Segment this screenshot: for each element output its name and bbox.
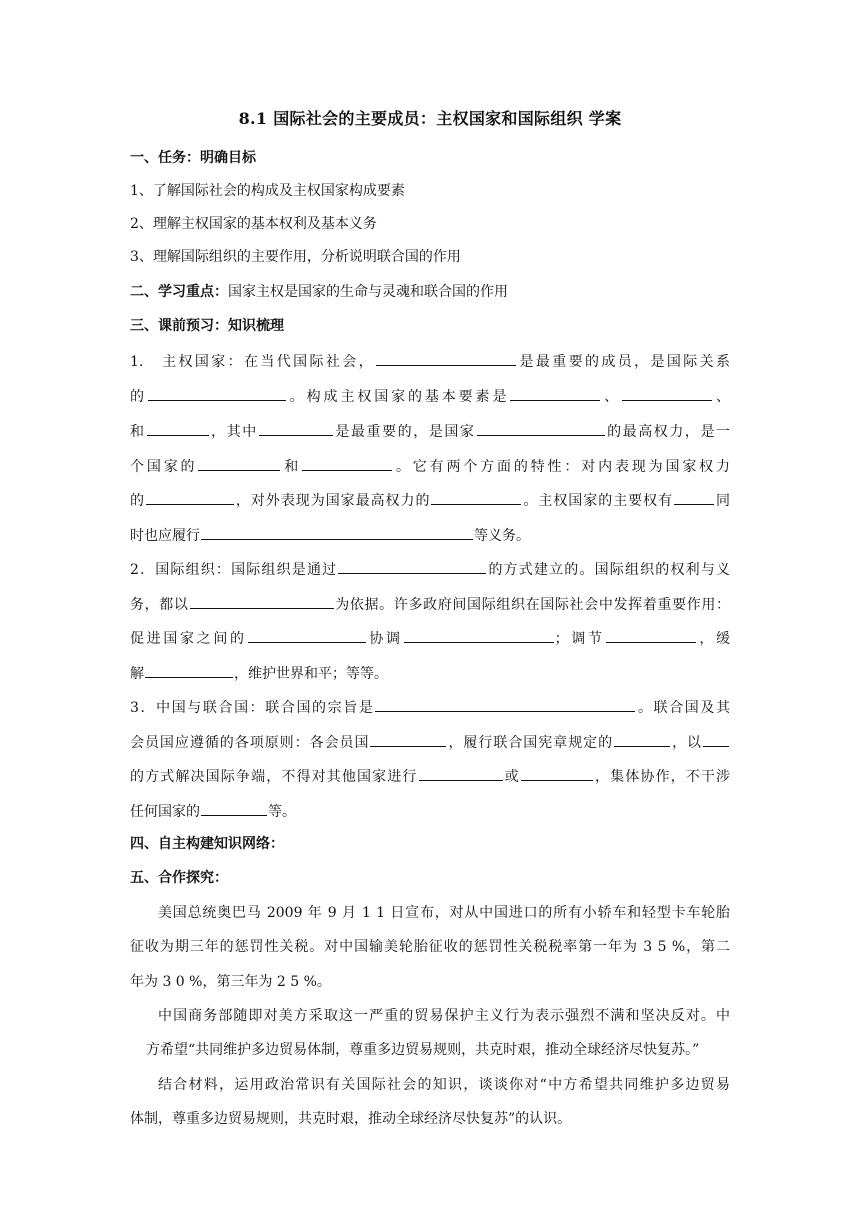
- fill-blank[interactable]: [259, 420, 333, 436]
- text-run: 协调: [366, 631, 403, 647]
- fill-blank[interactable]: [376, 350, 516, 366]
- text-run: 等义务。: [474, 528, 530, 544]
- p3-line: [130, 696, 730, 718]
- text-run: 和: [130, 424, 146, 440]
- material-line: 征收为期三年的惩罚性关税。对中国输美轮胎征收的惩罚性关税税率第一年为 3 5 %，第二: [130, 939, 730, 955]
- fill-blank[interactable]: [370, 731, 446, 747]
- text-run: 的: [130, 389, 147, 405]
- fill-blank[interactable]: [674, 489, 714, 505]
- fill-blank[interactable]: [703, 731, 729, 747]
- text-run: 解: [130, 666, 144, 682]
- p2-line: [130, 627, 730, 649]
- text-run: 任何国家的: [130, 804, 200, 820]
- text-run: 、: [713, 389, 731, 405]
- section-heading-4: 四、自主构建知识网络：: [130, 836, 284, 852]
- text-run: 等。: [268, 804, 296, 820]
- text-run: 3．中国与联合国：联合国的宗旨是: [130, 700, 375, 716]
- fill-blank[interactable]: [147, 420, 209, 436]
- text-run: ，其中: [209, 424, 258, 440]
- text-run: 的方式建立的。国际组织的权利与义: [487, 562, 730, 578]
- p2-line: [130, 593, 730, 615]
- fill-blank[interactable]: [338, 558, 486, 574]
- p3-line: [130, 731, 730, 753]
- text-run: 个国家的: [130, 459, 198, 475]
- text-run: 的方式解决国际争端，不得对其他国家进行: [130, 769, 418, 785]
- fill-blank[interactable]: [198, 455, 280, 471]
- fill-blank[interactable]: [477, 420, 605, 436]
- text-run: 。它有两个方面的特性：对内表现为国家权力: [393, 459, 731, 475]
- section-heading-1: 一、任务：明确目标: [130, 150, 256, 166]
- text-run: 促进国家之间的: [130, 631, 247, 647]
- text-run: 1. 主权国家：在当代国际社会，: [130, 354, 376, 370]
- text-run: 是最重要的成员，是国际关系: [517, 354, 731, 370]
- text-run: ；调节: [554, 631, 605, 647]
- fill-blank[interactable]: [145, 662, 233, 678]
- text-run: 。构成主权国家的基本要素是: [286, 389, 510, 405]
- fill-blank[interactable]: [302, 455, 392, 471]
- p3-line: [130, 800, 730, 822]
- p2-line: [130, 558, 730, 580]
- text-run: 时也应履行: [130, 528, 200, 544]
- text-run: 、: [601, 389, 622, 405]
- p1-line: [130, 420, 730, 442]
- material-line: 美国总统奥巴马 2009 年 9 月 1 1 日宣布，对从中国进口的所有小轿车和轻型卡车轮胎: [158, 905, 730, 921]
- p1-line: [130, 350, 730, 372]
- material-line: 方希望“共同维护多边贸易体制，尊重多边贸易规则，共克时艰，推动全球经济尽快复苏。”: [146, 1042, 700, 1058]
- p1-line: [130, 385, 730, 407]
- fill-blank[interactable]: [146, 489, 234, 505]
- fill-blank[interactable]: [375, 696, 635, 712]
- text-run: ，履行联合国宪章规定的: [447, 735, 614, 751]
- text-run: ，对外表现为国家最高权力的: [234, 493, 431, 509]
- fill-blank[interactable]: [510, 385, 600, 401]
- text-run: 是最重要的，是国家: [333, 424, 476, 440]
- objective-item: 2、理解主权国家的基本权利及基本义务: [130, 216, 377, 232]
- fill-blank[interactable]: [201, 800, 267, 816]
- p1-line: [130, 524, 730, 546]
- material-line: 年为 3 0 %，第三年为 2 5 %。: [130, 974, 331, 990]
- material-line: 中国商务部随即对美方采取这一严重的贸易保护主义行为表示强烈不满和坚决反对。中: [158, 1008, 730, 1024]
- text-run: ，集体协作，不干涉: [593, 769, 731, 785]
- key-points-text: 国家主权是国家的生命与灵魂和联合国的作用: [228, 284, 508, 300]
- objective-item: 1、了解国际社会的构成及主权国家构成要素: [130, 183, 405, 199]
- text-run: 或: [503, 769, 520, 785]
- fill-blank[interactable]: [419, 765, 503, 781]
- fill-blank[interactable]: [606, 627, 696, 643]
- key-points-line: [130, 282, 730, 302]
- text-run: 。主权国家的主要权有: [522, 493, 674, 509]
- text-run: 的最高权力，是一: [605, 424, 731, 440]
- section-heading-2: 二、学习重点：: [130, 284, 228, 300]
- text-run: ，维护世界和平；等等。: [234, 666, 388, 682]
- p2-line: [130, 662, 730, 684]
- text-run: ，以: [671, 735, 703, 751]
- p3-line: [130, 765, 730, 787]
- question-line: 结合材料，运用政治常识有关国际社会的知识，谈谈你对“中方希望共同维护多边贸易: [158, 1077, 730, 1093]
- p1-line: [130, 455, 730, 477]
- text-run: 。联合国及其: [636, 700, 730, 716]
- text-run: 务，都以: [130, 597, 189, 613]
- fill-blank[interactable]: [190, 593, 334, 609]
- fill-blank[interactable]: [521, 765, 593, 781]
- fill-blank[interactable]: [201, 524, 473, 540]
- question-line: 体制，尊重多边贸易规则，共克时艰，推动全球经济尽快复苏”的认识。: [130, 1111, 572, 1127]
- section-heading-5: 五、合作探究：: [130, 870, 228, 886]
- fill-blank[interactable]: [404, 627, 554, 643]
- section-heading-3: 三、课前预习：知识梳理: [130, 318, 284, 334]
- objective-item: 3、理解国际组织的主要作用，分析说明联合国的作用: [130, 249, 461, 265]
- fill-blank[interactable]: [614, 731, 670, 747]
- text-run: 的: [130, 493, 145, 509]
- fill-blank[interactable]: [431, 489, 521, 505]
- fill-blank[interactable]: [622, 385, 712, 401]
- text-run: ，缓: [696, 631, 731, 647]
- text-run: 和: [281, 459, 302, 475]
- text-run: 同: [715, 493, 731, 509]
- page-title: 8.1 国际社会的主要成员：主权国家和国际组织 学案: [238, 109, 622, 128]
- text-run: 2．国际组织：国际组织是通过: [130, 562, 338, 578]
- fill-blank[interactable]: [148, 385, 286, 401]
- fill-blank[interactable]: [248, 627, 366, 643]
- p1-line: [130, 489, 730, 511]
- text-run: 会员国应遵循的各项原则：各会员国: [130, 735, 370, 751]
- text-run: 为依据。许多政府间国际组织在国际社会中发挥着重要作用：: [334, 597, 731, 613]
